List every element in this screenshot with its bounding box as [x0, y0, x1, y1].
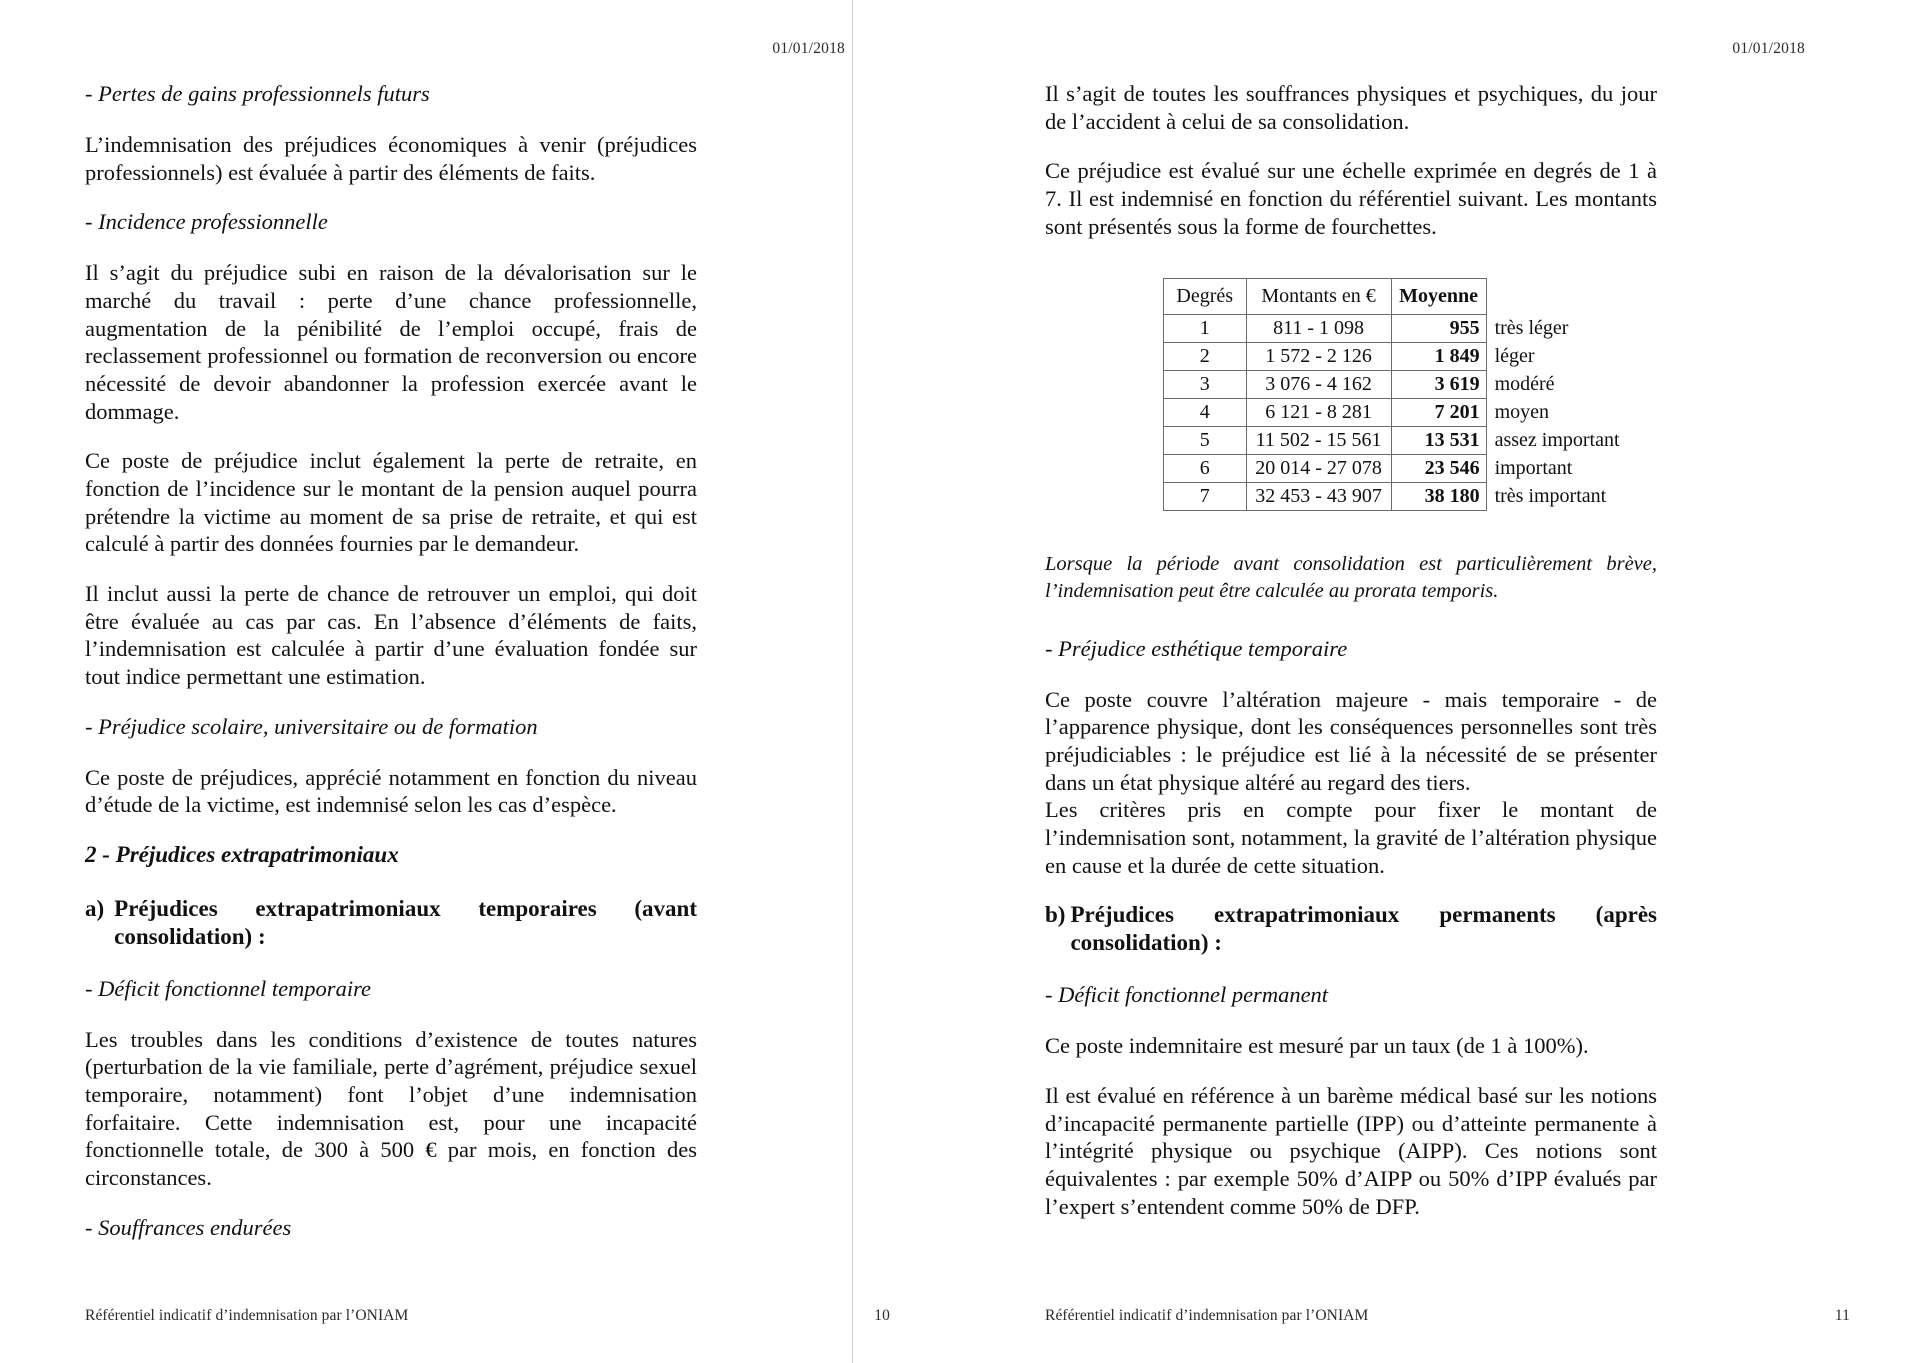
paragraph-souffrances-physiques-psychiques: Il s’agit de toutes les souffrances physiques et psychiques, du jour de l’accident à celui de sa consolidation.: [1045, 81, 1657, 134]
page-number-right: 11: [1834, 1307, 1850, 1324]
cell-degre: 6: [1164, 455, 1247, 483]
table-head: [1164, 279, 1657, 315]
table-row: [1164, 315, 1657, 343]
page-right: [960, 0, 1920, 1363]
cell-montants: 1 572 - 2 126: [1246, 343, 1391, 371]
cell-qualificatif: moyen: [1494, 401, 1549, 424]
table-header-row: [1164, 279, 1657, 315]
heading-souffrances-endurees: - Souffrances endurées: [85, 1214, 292, 1240]
heading-a-line-2: consolidation) :: [114, 923, 266, 949]
cell-montants: 811 - 1 098: [1246, 315, 1391, 343]
cell-qualificatif: léger: [1494, 345, 1535, 368]
cell-moyenne: 23 546: [1391, 455, 1486, 483]
heading-a-text: [114, 895, 697, 951]
cell-montants: 32 453 - 43 907: [1246, 483, 1391, 511]
heading-b-text: [1070, 901, 1657, 957]
cell-qualificatif: important: [1494, 457, 1573, 480]
cell-qualificatif: très important: [1494, 485, 1607, 508]
heading-prejudice-esthetique-temporaire: - Préjudice esthétique temporaire: [1045, 635, 1348, 661]
page-right-body: [1045, 80, 1657, 1220]
heading-section-2-prejudices-extrapatrimoniaux: 2 - Préjudices extrapatrimoniaux: [85, 842, 399, 868]
paragraph-incidence-professionnelle: Il s’agit du préjudice subi en raison de la dévalorisation sur le marché du travail : perte d’une chance professionnelle, augmentation de la pénibilité de l’emploi occupé, frais de reclassement professionnel ou formation de reconversion ou encore nécessité de devoir abandonner la profession exercée avant le dommage.: [85, 260, 697, 424]
table-row: [1164, 483, 1657, 511]
column-header-moyenne: Moyenne: [1391, 279, 1486, 315]
table-row: [1164, 343, 1657, 371]
paragraph-criteres-indemnisation-esthetique: Les critères pris en compte pour fixer le montant de l’indemnisation sont, notamment, la gravité de l’altération physique en cause et la durée de cette situation.: [1045, 797, 1657, 878]
table-degres-indemnisation: [1163, 278, 1657, 511]
heading-b-line-1: Préjudices extrapatrimoniaux permanents (après: [1070, 902, 1657, 928]
cell-montants: 20 014 - 27 078: [1246, 455, 1391, 483]
heading-b-prejudices-extrapatrimoniaux-permanents: [1045, 901, 1657, 957]
page-header-date-right: 01/01/2018: [1732, 40, 1805, 57]
column-header-degres: Degrés: [1164, 279, 1247, 315]
cell-degre: 4: [1164, 399, 1247, 427]
cell-moyenne: 3 619: [1391, 371, 1486, 399]
note-prorata-temporis: Lorsque la période avant consolidation est particulièrement brève, l’indemnisation peut être calculée au prorata temporis.: [1045, 553, 1657, 602]
page-left-body: [85, 80, 697, 1241]
column-header-montants: Montants en €: [1246, 279, 1391, 315]
footer-text-left: Référentiel indicatif d’indemnisation par l’ONIAM: [85, 1307, 409, 1324]
cell-qualificatif: modéré: [1494, 373, 1555, 396]
heading-b-line-2: consolidation) :: [1070, 930, 1222, 956]
cell-moyenne: 7 201: [1391, 399, 1486, 427]
table-degres-wrapper: [1045, 278, 1657, 511]
footer-text-right: Référentiel indicatif d’indemnisation par l’ONIAM: [1045, 1307, 1369, 1324]
table-row: [1164, 427, 1657, 455]
cell-moyenne: 955: [1391, 315, 1486, 343]
heading-deficit-fonctionnel-permanent: - Déficit fonctionnel permanent: [1045, 982, 1329, 1008]
paragraph-alteration-apparence-physique: Ce poste couvre l’altération majeure - mais temporaire - de l’apparence physique, dont les conséquences personnelles sont très préjudiciables : le préjudice est lié à la nécessité de se présenter dans un état physique altéré au regard des tiers.: [1045, 686, 1657, 795]
paragraph-prejudice-scolaire: Ce poste de préjudices, apprécié notamment en fonction du niveau d’étude de la victime, est indemnisé selon les cas d’espèce.: [85, 764, 697, 818]
heading-incidence-professionnelle: - Incidence professionnelle: [85, 209, 328, 235]
table-row: [1164, 399, 1657, 427]
table-body: [1164, 315, 1657, 511]
heading-deficit-fonctionnel-temporaire: - Déficit fonctionnel temporaire: [85, 975, 371, 1001]
page-header-date-left: 01/01/2018: [772, 40, 845, 57]
cell-degre: 2: [1164, 343, 1247, 371]
cell-moyenne: 13 531: [1391, 427, 1486, 455]
cell-moyenne: 1 849: [1391, 343, 1486, 371]
table-row: [1164, 371, 1657, 399]
cell-degre: 7: [1164, 483, 1247, 511]
list-marker-b: b): [1045, 902, 1066, 928]
column-header-qualificatif: [1486, 279, 1656, 315]
cell-qualificatif: très léger: [1494, 317, 1569, 340]
page-number-left: 10: [874, 1307, 890, 1324]
cell-montants: 3 076 - 4 162: [1246, 371, 1391, 399]
cell-degre: 1: [1164, 315, 1247, 343]
paragraph-perte-de-retraite: Ce poste de préjudice inclut également la perte de retraite, en fonction de l’incidence sur le montant de la pension auquel pourra prétendre la victime au moment de sa prise de retraite, et qui est calculé à partir des données fournies par le demandeur.: [85, 448, 697, 557]
cell-degre: 3: [1164, 371, 1247, 399]
cell-montants: 6 121 - 8 281: [1246, 399, 1391, 427]
paragraph-perte-de-chance-emploi: Il inclut aussi la perte de chance de retrouver un emploi, qui doit être évaluée au cas par cas. En l’absence d’éléments de faits, l’indemnisation est calculée à partir d’une évaluation fondée sur tout indice permettant une estimation.: [85, 581, 697, 690]
cell-montants: 11 502 - 15 561: [1246, 427, 1391, 455]
paragraph-taux-indemnitaire: Ce poste indemnitaire est mesuré par un taux (de 1 à 100%).: [1045, 1033, 1589, 1059]
heading-pertes-gains-futurs: - Pertes de gains professionnels futurs: [85, 81, 430, 106]
paragraph-echelle-degres: Ce préjudice est évalué sur une échelle exprimée en degrés de 1 à 7. Il est indemnisé en fonction du référentiel suivant. Les montants sont présentés sous la forme de fourchettes.: [1045, 158, 1657, 239]
cell-degre: 5: [1164, 427, 1247, 455]
cell-qualificatif: assez important: [1494, 429, 1620, 452]
heading-a-line-1: Préjudices extrapatrimoniaux temporaires (avant: [114, 895, 697, 921]
paragraph-bareme-medical-ipp-aipp: Il est évalué en référence à un barème médical basé sur les notions d’incapacité permanente partielle (IPP) ou d’atteinte permanente à l’intégrité physique ou psychique (AIPP). Ces notions sont équivalentes : par exemple 50% d’AIPP ou 50% d’IPP évalués par l’expert s’entendent comme 50% de DFP.: [1045, 1083, 1657, 1219]
paragraph-troubles-conditions-existence: Les troubles dans les conditions d’existence de toutes natures (perturbation de la vie familiale, perte d’agrément, préjudice sexuel temporaire, notamment) font l’objet d’une indemnisation forfaitaire. Cette indemnisation est, pour une incapacité fonctionnelle totale, de 300 à 500 € par mois, en fonction des circonstances.: [85, 1026, 697, 1191]
cell-moyenne: 38 180: [1391, 483, 1486, 511]
heading-a-prejudices-extrapatrimoniaux-temporaires: [85, 895, 697, 951]
table-row: [1164, 455, 1657, 483]
page-footer-right: [1045, 1307, 1850, 1325]
list-marker-a: a): [85, 895, 105, 921]
heading-prejudice-scolaire: - Préjudice scolaire, universitaire ou de formation: [85, 713, 538, 739]
page-footer-left: [85, 1307, 890, 1325]
page-divider: [852, 0, 853, 1363]
paragraph-indemnisation-prejudices-economiques: L’indemnisation des préjudices économiques à venir (préjudices professionnels) est évaluée à partir des éléments de faits.: [85, 132, 697, 185]
